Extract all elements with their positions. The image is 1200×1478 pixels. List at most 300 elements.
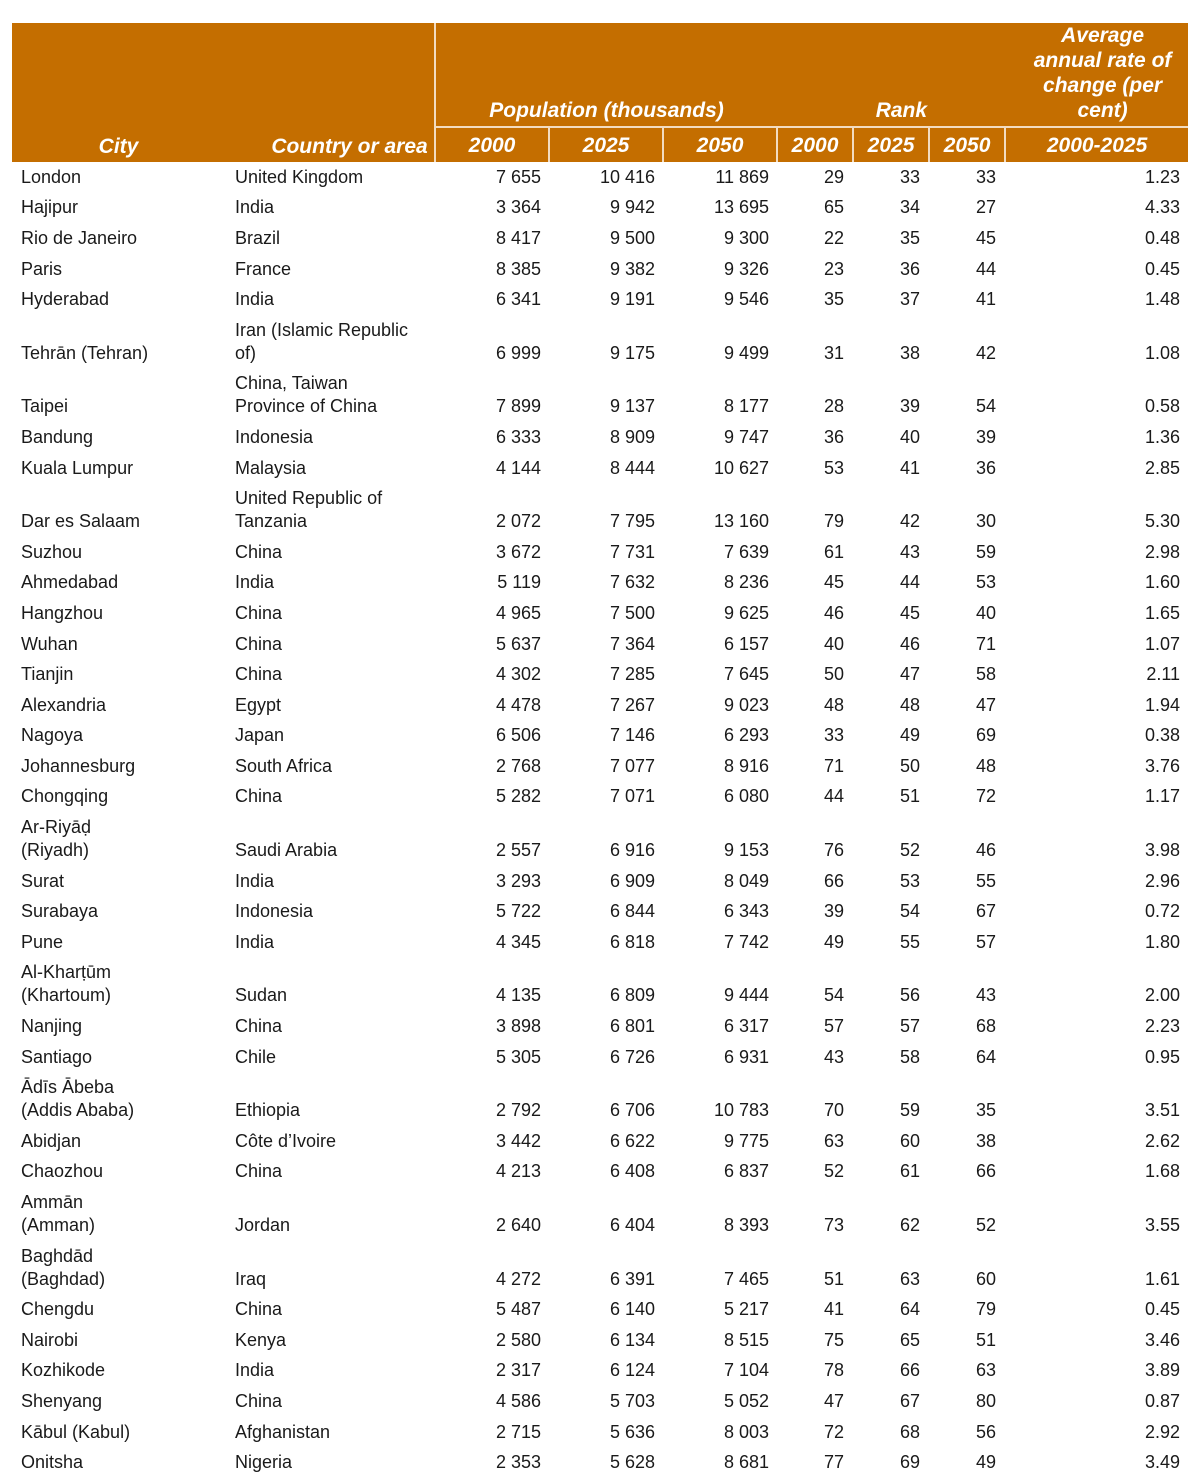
cell-pop-2025: 6 124	[609, 1360, 655, 1381]
table-row	[12, 958, 1188, 1012]
cell-rate-2000-2025: 2.96	[1145, 870, 1181, 891]
cell-rank-2000: 40	[824, 633, 845, 654]
cell-rank-2000: 47	[824, 1390, 845, 1411]
cell-country: Kenya	[235, 1329, 287, 1350]
cell-pop-2025: 8 444	[609, 457, 655, 478]
cell-country: India	[235, 197, 275, 218]
cell-rank-2050: 45	[976, 227, 997, 248]
table-row	[12, 659, 1188, 690]
cell-rank-2000: 46	[824, 602, 845, 623]
cell-rate-2000-2025: 1.94	[1145, 694, 1181, 715]
cell-rank-2025: 43	[900, 541, 921, 562]
cell-country: France	[235, 258, 292, 279]
cell-pop-2000: 4 345	[495, 931, 541, 952]
cell-rank-2050: 58	[976, 664, 997, 685]
cell-pop-2050: 13 695	[713, 197, 770, 218]
cell-country: China	[235, 664, 283, 685]
cell-country: China	[235, 786, 283, 807]
cell-pop-2025: 6 818	[609, 931, 655, 952]
cell-pop-2000: 3 672	[495, 541, 541, 562]
cell-pop-2025: 8 909	[609, 426, 655, 447]
cell-country: India	[235, 572, 275, 593]
table-row	[12, 1126, 1188, 1157]
table-body	[12, 162, 1188, 1478]
table-row	[12, 483, 1188, 537]
cell-city: Alexandria	[21, 694, 107, 715]
cell-pop-2025: 9 500	[609, 227, 655, 248]
cell-rank-2050: 40	[976, 602, 997, 623]
cell-pop-2050: 6 931	[723, 1046, 770, 1067]
cell-country: Indonesia	[235, 426, 314, 447]
cell-pop-2050: 9 775	[723, 1130, 770, 1151]
cell-city: London	[21, 166, 82, 187]
cell-pop-2050: 9 300	[723, 227, 770, 248]
cell-country: India	[235, 289, 275, 310]
column-header-rank-2050: 2050	[929, 127, 1005, 162]
table-row	[12, 866, 1188, 897]
cell-pop-2025: 6 408	[609, 1161, 655, 1182]
cell-rank-2025: 38	[900, 342, 921, 363]
cell-pop-2050: 6 293	[723, 725, 770, 746]
cell-rank-2000: 39	[824, 901, 845, 922]
cell-rank-2050: 55	[976, 870, 997, 891]
cell-rank-2000: 72	[824, 1421, 845, 1442]
cell-city: Rio de Janeiro	[21, 227, 138, 248]
cell-rank-2050: 49	[976, 1452, 997, 1473]
cell-pop-2025: 9 175	[609, 342, 655, 363]
cell-rank-2025: 48	[900, 694, 921, 715]
cell-city: Suzhou	[21, 541, 83, 562]
cell-pop-2025: 5 703	[609, 1390, 655, 1411]
cell-rank-2050: 46	[976, 840, 997, 861]
cell-rank-2025: 56	[900, 985, 921, 1006]
cell-pop-2050: 7 742	[723, 931, 770, 952]
cell-country: Afghanistan	[235, 1421, 331, 1442]
cell-rate-2000-2025: 1.61	[1145, 1268, 1181, 1289]
cell-country: Ethiopia	[235, 1100, 301, 1121]
cell-rate-2000-2025: 1.17	[1145, 786, 1181, 807]
cell-pop-2050: 6 837	[723, 1161, 770, 1182]
cell-rate-2000-2025: 0.45	[1145, 1299, 1181, 1320]
cell-rate-2000-2025: 0.48	[1145, 227, 1181, 248]
cell-pop-2000: 5 282	[495, 786, 541, 807]
table-row	[12, 896, 1188, 927]
cell-city: Pune	[21, 931, 64, 952]
cell-country: China, Taiwan Province of China	[235, 373, 378, 417]
cell-rate-2000-2025: 0.72	[1145, 901, 1181, 922]
cell-rate-2000-2025: 2.85	[1145, 457, 1181, 478]
cell-rank-2000: 49	[824, 931, 845, 952]
cell-rank-2025: 40	[900, 426, 921, 447]
column-header-pop-2025: 2025	[549, 127, 663, 162]
cell-pop-2000: 4 302	[495, 664, 541, 685]
table-header	[12, 23, 1188, 162]
cell-rate-2000-2025: 0.95	[1145, 1046, 1181, 1067]
cell-pop-2000: 2 768	[495, 755, 541, 776]
cell-pop-2000: 5 305	[495, 1046, 541, 1067]
cell-rank-2025: 69	[900, 1452, 921, 1473]
cell-country: China	[235, 541, 283, 562]
cell-rank-2025: 33	[900, 166, 921, 187]
cell-rank-2025: 67	[900, 1390, 921, 1411]
table-row	[12, 315, 1188, 369]
cell-rank-2025: 57	[900, 1016, 921, 1037]
cell-country: Saudi Arabia	[235, 840, 338, 861]
cell-country: Sudan	[235, 985, 288, 1006]
cell-rank-2025: 39	[900, 396, 921, 417]
cell-country: Indonesia	[235, 901, 314, 922]
cell-rank-2000: 29	[824, 166, 845, 187]
cell-rank-2050: 59	[976, 541, 997, 562]
cell-pop-2050: 9 153	[723, 840, 770, 861]
cell-pop-2000: 2 353	[495, 1452, 541, 1473]
cell-rank-2000: 71	[824, 755, 845, 776]
cell-country: India	[235, 870, 275, 891]
cell-rank-2025: 65	[900, 1329, 921, 1350]
cell-city: Kuala Lumpur	[21, 457, 134, 478]
cell-pop-2000: 6 333	[495, 426, 541, 447]
cell-pop-2000: 5 637	[495, 633, 541, 654]
cell-rank-2000: 57	[824, 1016, 845, 1037]
cell-pop-2050: 8 236	[723, 572, 770, 593]
cell-rank-2025: 63	[900, 1268, 921, 1289]
table-row	[12, 721, 1188, 752]
cell-rank-2000: 23	[824, 258, 845, 279]
cell-pop-2050: 6 343	[723, 901, 770, 922]
cell-pop-2000: 4 272	[495, 1268, 541, 1289]
cell-rate-2000-2025: 5.30	[1145, 511, 1181, 532]
cell-rate-2000-2025: 1.80	[1145, 931, 1181, 952]
cell-rate-2000-2025: 3.49	[1145, 1452, 1181, 1473]
cell-city: Tianjin	[21, 664, 74, 685]
cell-rate-2000-2025: 2.23	[1145, 1016, 1181, 1037]
cell-pop-2000: 5 487	[495, 1299, 541, 1320]
cell-pop-2000: 3 898	[495, 1016, 541, 1037]
table-row	[12, 1011, 1188, 1042]
cell-pop-2000: 5 119	[497, 572, 541, 593]
table-row	[12, 1417, 1188, 1448]
cell-city: Dar es Salaam	[21, 511, 141, 532]
cell-rank-2000: 53	[824, 457, 845, 478]
cell-country: United Kingdom	[235, 166, 364, 187]
cell-pop-2050: 10 783	[713, 1100, 770, 1121]
cell-pop-2050: 7 639	[723, 541, 770, 562]
cell-rate-2000-2025: 2.62	[1145, 1130, 1181, 1151]
cell-pop-2000: 6 341	[495, 289, 541, 310]
table-row	[12, 223, 1188, 254]
cell-pop-2025: 7 285	[609, 664, 655, 685]
cell-pop-2025: 6 916	[609, 840, 655, 861]
cell-pop-2050: 13 160	[713, 511, 770, 532]
cell-pop-2000: 3 293	[495, 870, 541, 891]
table-row	[12, 568, 1188, 599]
cell-pop-2050: 7 104	[723, 1360, 770, 1381]
cell-pop-2025: 6 134	[609, 1329, 655, 1350]
cell-pop-2025: 6 726	[609, 1046, 655, 1067]
cell-pop-2025: 9 382	[609, 258, 655, 279]
cell-country: Brazil	[235, 227, 281, 248]
cell-pop-2000: 6 506	[495, 725, 541, 746]
cell-rank-2025: 52	[900, 840, 921, 861]
cell-city: Ādīs Ābeba (Addis Ababa)	[21, 1077, 135, 1121]
cell-pop-2025: 7 632	[609, 572, 655, 593]
cell-rank-2050: 48	[976, 755, 997, 776]
cell-rank-2000: 41	[824, 1299, 845, 1320]
cell-city: Hajipur	[21, 197, 79, 218]
table-row	[12, 422, 1188, 453]
cell-pop-2025: 7 731	[609, 541, 655, 562]
cell-city: Chaozhou	[21, 1161, 104, 1182]
cell-pop-2025: 5 628	[609, 1452, 655, 1473]
cell-pop-2000: 7 899	[495, 396, 541, 417]
cell-rate-2000-2025: 1.36	[1145, 426, 1181, 447]
cell-rank-2025: 58	[900, 1046, 921, 1067]
table-row	[12, 453, 1188, 484]
cell-country: Chile	[235, 1046, 277, 1067]
cell-rank-2000: 51	[824, 1268, 845, 1289]
cell-rank-2025: 62	[900, 1215, 921, 1236]
cell-city: Taipei	[21, 396, 69, 417]
cell-rank-2025: 47	[900, 664, 921, 685]
cell-pop-2050: 5 052	[723, 1390, 770, 1411]
cell-country: China	[235, 602, 283, 623]
cell-rate-2000-2025: 0.58	[1145, 396, 1181, 417]
cell-rate-2000-2025: 1.65	[1145, 602, 1181, 623]
cell-rank-2050: 42	[976, 342, 997, 363]
cell-pop-2050: 8 393	[723, 1215, 770, 1236]
cell-rank-2000: 61	[824, 541, 845, 562]
cell-country: Jordan	[235, 1215, 291, 1236]
cell-pop-2000: 4 213	[495, 1161, 541, 1182]
cell-rank-2050: 54	[976, 396, 997, 417]
cell-rank-2050: 44	[976, 258, 997, 279]
cell-pop-2000: 8 417	[495, 227, 541, 248]
cell-city: Tehrān (Tehran)	[21, 342, 149, 363]
cell-rate-2000-2025: 1.07	[1145, 633, 1181, 654]
cell-pop-2025: 5 636	[609, 1421, 655, 1442]
cell-country: Japan	[235, 725, 285, 746]
cell-rank-2000: 78	[824, 1360, 845, 1381]
cell-rate-2000-2025: 1.08	[1145, 342, 1181, 363]
cell-rank-2050: 66	[976, 1161, 997, 1182]
cell-pop-2025: 6 844	[609, 901, 655, 922]
cell-pop-2025: 7 364	[609, 633, 655, 654]
cell-country: China	[235, 633, 283, 654]
cell-rate-2000-2025: 3.89	[1145, 1360, 1181, 1381]
cell-rank-2025: 66	[900, 1360, 921, 1381]
cell-rank-2025: 61	[900, 1161, 921, 1182]
cell-city: Abidjan	[21, 1130, 82, 1151]
cell-city: Ahmedabad	[21, 572, 119, 593]
cell-rank-2025: 42	[900, 511, 921, 532]
cell-rank-2050: 72	[976, 786, 997, 807]
cell-city: Paris	[21, 258, 63, 279]
cell-city: Hyderabad	[21, 289, 110, 310]
cell-rate-2000-2025: 1.48	[1145, 289, 1181, 310]
table-row	[12, 927, 1188, 958]
cell-pop-2050: 8 003	[723, 1421, 770, 1442]
cell-pop-2000: 2 792	[495, 1100, 541, 1121]
group-header-rate: Average annual rate of change (per cent)	[1005, 23, 1188, 127]
cell-city: Shenyang	[21, 1390, 103, 1411]
cell-pop-2050: 8 049	[723, 870, 770, 891]
column-header-country	[225, 23, 435, 162]
cell-city: Chengdu	[21, 1299, 95, 1320]
cell-pop-2000: 3 364	[495, 197, 541, 218]
cell-rank-2050: 57	[976, 931, 997, 952]
cell-city: Nagoya	[21, 725, 84, 746]
table-row	[12, 690, 1188, 721]
cell-rate-2000-2025: 3.55	[1145, 1215, 1181, 1236]
cell-country: China	[235, 1016, 283, 1037]
cell-pop-2025: 9 191	[609, 289, 655, 310]
cell-rank-2050: 67	[976, 901, 997, 922]
cell-rate-2000-2025: 3.76	[1145, 755, 1181, 776]
cell-rate-2000-2025: 3.51	[1145, 1100, 1181, 1121]
column-header-city	[12, 23, 225, 162]
cell-rank-2000: 33	[824, 725, 845, 746]
table-row	[12, 1042, 1188, 1073]
cell-rate-2000-2025: 1.68	[1145, 1161, 1181, 1182]
cell-pop-2050: 9 326	[723, 258, 770, 279]
cell-rank-2050: 56	[976, 1421, 997, 1442]
cell-pop-2050: 11 869	[715, 166, 770, 187]
cell-pop-2050: 8 177	[723, 396, 770, 417]
cell-rank-2000: 65	[824, 197, 845, 218]
cell-pop-2050: 9 023	[723, 694, 770, 715]
cell-city: Nanjing	[21, 1016, 83, 1037]
cell-rank-2050: 52	[976, 1215, 997, 1236]
cell-country: India	[235, 931, 275, 952]
group-header-population: Population (thousands)	[435, 23, 777, 127]
cell-pop-2050: 8 681	[723, 1452, 770, 1473]
city-population-table	[12, 23, 1188, 1478]
cell-pop-2025: 6 801	[609, 1016, 655, 1037]
cell-pop-2000: 2 580	[495, 1329, 541, 1350]
cell-rank-2000: 75	[824, 1329, 845, 1350]
cell-rank-2025: 44	[900, 572, 921, 593]
cell-city: Bandung	[21, 426, 94, 447]
table-row	[12, 1157, 1188, 1188]
cell-pop-2050: 6 080	[723, 786, 770, 807]
cell-rate-2000-2025: 3.98	[1145, 840, 1181, 861]
cell-city: Baghdād (Baghdad)	[21, 1245, 106, 1289]
cell-pop-2000: 2 715	[495, 1421, 541, 1442]
cell-rank-2025: 36	[900, 258, 921, 279]
cell-city: Onitsha	[21, 1452, 84, 1473]
cell-pop-2000: 4 135	[495, 985, 541, 1006]
column-header-rate-period: 2000-2025	[1005, 127, 1188, 162]
cell-pop-2000: 2 640	[495, 1215, 541, 1236]
cell-rank-2050: 30	[976, 511, 997, 532]
cell-city: Surat	[21, 870, 65, 891]
cell-pop-2050: 7 645	[723, 664, 770, 685]
cell-pop-2025: 9 137	[609, 396, 655, 417]
cell-pop-2050: 6 317	[723, 1016, 770, 1037]
cell-pop-2050: 6 157	[723, 633, 770, 654]
cell-country: Iran (Islamic Republic of)	[235, 319, 409, 363]
cell-country: Malaysia	[235, 457, 307, 478]
cell-rank-2000: 28	[824, 396, 845, 417]
table-row	[12, 1072, 1188, 1126]
cell-rank-2000: 73	[824, 1215, 845, 1236]
column-header-pop-2050: 2050	[663, 127, 777, 162]
cell-pop-2025: 6 404	[609, 1215, 655, 1236]
cell-pop-2050: 9 747	[723, 426, 770, 447]
cell-rank-2000: 43	[824, 1046, 845, 1067]
cell-pop-2000: 2 317	[495, 1360, 541, 1381]
cell-rank-2000: 79	[824, 511, 845, 532]
country-header-label: Country or area	[271, 135, 428, 158]
cell-pop-2000: 2 072	[495, 511, 541, 532]
cell-rank-2025: 64	[900, 1299, 921, 1320]
cell-city: Johannesburg	[21, 755, 136, 776]
cell-rank-2000: 44	[824, 786, 845, 807]
cell-country: Nigeria	[235, 1452, 293, 1473]
cell-rank-2025: 49	[900, 725, 921, 746]
table-row	[12, 1356, 1188, 1387]
cell-rank-2050: 60	[976, 1268, 997, 1289]
table-row	[12, 598, 1188, 629]
cell-rank-2050: 79	[976, 1299, 997, 1320]
cell-rank-2050: 80	[976, 1390, 997, 1411]
table-row	[12, 254, 1188, 285]
cell-rank-2050: 39	[976, 426, 997, 447]
cell-pop-2000: 3 442	[495, 1130, 541, 1151]
cell-rank-2025: 68	[900, 1421, 921, 1442]
cell-country: Iraq	[235, 1268, 267, 1289]
cell-city: Santiago	[21, 1046, 93, 1067]
cell-pop-2050: 9 625	[723, 602, 770, 623]
cell-pop-2050: 9 546	[723, 289, 770, 310]
cell-pop-2025: 7 795	[609, 511, 655, 532]
table-row	[12, 284, 1188, 315]
cell-city: Wuhan	[21, 633, 78, 654]
cell-pop-2050: 8 916	[723, 755, 770, 776]
cell-rank-2000: 52	[824, 1161, 845, 1182]
table-row	[12, 1325, 1188, 1356]
cell-rank-2000: 66	[824, 870, 845, 891]
cell-country: India	[235, 1360, 275, 1381]
cell-rank-2050: 71	[976, 633, 997, 654]
column-header-rank-2025: 2025	[853, 127, 929, 162]
cell-rank-2000: 35	[824, 289, 845, 310]
table-row	[12, 1386, 1188, 1417]
cell-pop-2025: 7 077	[609, 755, 655, 776]
table-row	[12, 162, 1188, 193]
cell-rank-2000: 76	[824, 840, 845, 861]
cell-pop-2025: 6 909	[609, 870, 655, 891]
cell-pop-2050: 7 465	[723, 1268, 770, 1289]
cell-rank-2050: 33	[976, 166, 997, 187]
table-row	[12, 193, 1188, 224]
city-header-label: City	[98, 135, 139, 158]
cell-rank-2025: 41	[900, 457, 921, 478]
cell-rank-2000: 77	[824, 1452, 845, 1473]
cell-pop-2000: 4 965	[495, 602, 541, 623]
cell-rank-2050: 35	[976, 1100, 997, 1121]
cell-city: Ammān (Amman)	[21, 1192, 96, 1236]
cell-country: Egypt	[235, 694, 282, 715]
cell-rate-2000-2025: 2.00	[1145, 985, 1181, 1006]
cell-rank-2000: 31	[824, 342, 845, 363]
cell-rank-2050: 38	[976, 1130, 997, 1151]
cell-rank-2025: 55	[900, 931, 921, 952]
cell-city: Kābul (Kabul)	[21, 1421, 131, 1442]
column-header-rank-2000: 2000	[777, 127, 853, 162]
cell-rate-2000-2025: 3.46	[1145, 1329, 1181, 1350]
cell-pop-2000: 7 655	[495, 166, 541, 187]
